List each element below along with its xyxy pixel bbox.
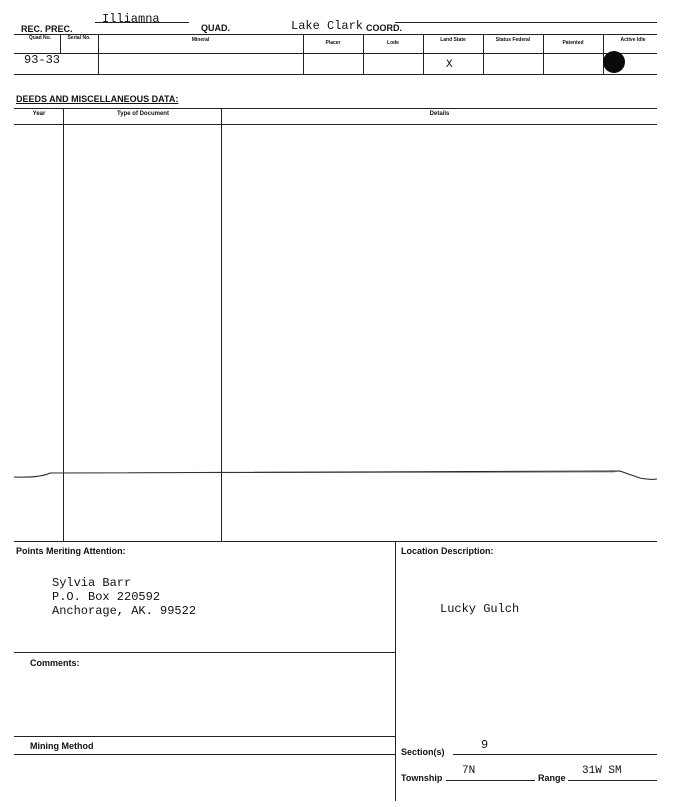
quad-value: Lake Clark xyxy=(291,19,364,33)
col-active-idle: Active Idle xyxy=(620,37,646,43)
range-value: 31W SM xyxy=(582,765,622,777)
col-status-federal: Status Federal xyxy=(495,37,531,43)
points-line: P.O. Box 220592 xyxy=(52,590,161,604)
col-lode: Lode xyxy=(387,40,399,46)
comments-rule xyxy=(14,652,395,653)
land-state-mark: X xyxy=(446,59,453,71)
active-idle-mark xyxy=(603,51,625,73)
points-contact xyxy=(52,576,196,618)
comments-label: Comments: xyxy=(30,658,80,668)
header-bottom-rule xyxy=(14,74,657,75)
rec-prec-value: Illiamna xyxy=(102,12,160,26)
col-divider xyxy=(303,34,304,74)
header-top-rule xyxy=(14,34,657,35)
township-label: Township xyxy=(401,773,443,783)
section-label: Section(s) xyxy=(401,747,445,757)
township-value: 7N xyxy=(462,765,476,777)
rec-prec-label: REC. PREC. xyxy=(21,24,73,34)
quad-no-value: 93-33 xyxy=(24,53,61,67)
quad-label: QUAD. xyxy=(201,23,230,33)
lower-center-divider xyxy=(395,541,396,801)
points-line: Anchorage, AK. 99522 xyxy=(52,604,197,618)
range-label: Range xyxy=(538,773,566,783)
deeds-title: DEEDS AND MISCELLANEOUS DATA: xyxy=(16,94,179,104)
lower-top-rule xyxy=(14,541,657,542)
col-quad-no: Quad No. xyxy=(28,35,52,41)
mining-label: Mining Method xyxy=(30,741,94,751)
mining-bottom-rule xyxy=(14,754,395,755)
rec-prec-line xyxy=(95,22,189,23)
deeds-top-rule xyxy=(14,108,657,109)
location-label: Location Description: xyxy=(401,546,494,556)
deeds-col-type: Type of Document xyxy=(117,111,169,117)
deeds-col-details: Details xyxy=(429,111,450,117)
mining-top-rule xyxy=(14,736,395,737)
section-line xyxy=(453,754,657,755)
col-land-state: Land State xyxy=(440,37,466,43)
page-seam xyxy=(0,460,678,490)
col-serial-no: Serial No. xyxy=(67,35,91,41)
deeds-col-year: Year xyxy=(32,111,46,117)
col-divider xyxy=(483,34,484,74)
points-line: Sylvia Barr xyxy=(52,576,132,590)
col-divider xyxy=(60,34,61,54)
coord-line xyxy=(395,22,657,23)
deeds-header-rule xyxy=(14,124,657,125)
township-line xyxy=(446,780,535,781)
col-mineral: Mineral xyxy=(191,37,210,43)
col-divider xyxy=(363,34,364,74)
col-divider xyxy=(543,34,544,74)
location-value: Lucky Gulch xyxy=(440,602,520,616)
col-placer: Placer xyxy=(325,40,341,46)
col-patented: Patented xyxy=(562,40,584,46)
col-divider xyxy=(423,34,424,74)
header-mid-rule xyxy=(14,53,657,54)
points-label: Points Meriting Attention: xyxy=(16,546,126,556)
range-line xyxy=(568,780,657,781)
section-value: 9 xyxy=(481,738,489,752)
coord-label: COORD. xyxy=(366,23,402,33)
